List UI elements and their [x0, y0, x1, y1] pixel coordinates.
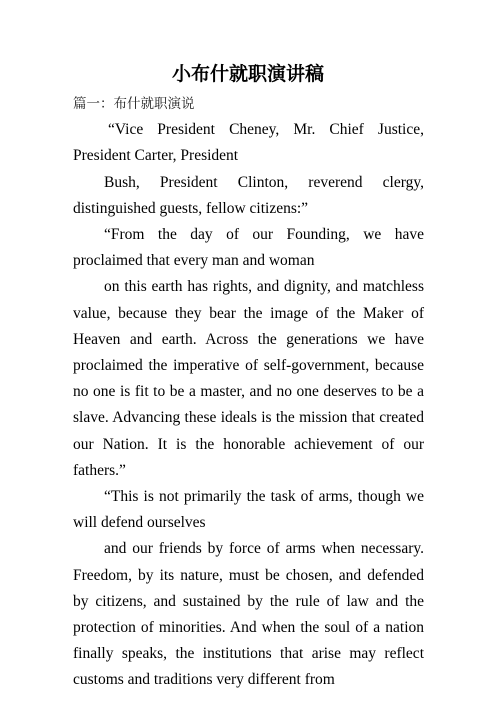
paragraph: “This is not primarily the task of arms, though we will defend ourselves	[73, 488, 424, 532]
paragraph: “Vice President Cheney, Mr. Chief Justice, President Carter, President	[73, 121, 424, 165]
document-body	[73, 91, 424, 694]
paragraph: Bush, President Clinton, reverend clergy, distinguished guests, fellow citizens:”	[73, 173, 424, 217]
section-heading: 篇一：布什就职演说	[73, 96, 195, 112]
paragraph: on this earth has rights, and dignity, and matchless value, because they bear the image of the Maker of Heaven and earth. Across the generations we have proclaimed the imperative of self-government, because no one is fit to be a master, and no one deserves to be a slave. Advancing these ideals is the mission that created our Nation. It is the honorable achievement of our fathers.”	[73, 278, 424, 479]
document-title: 小布什就职演讲稿	[171, 63, 324, 85]
paragraph: and our friends by force of arms when necessary. Freedom, by its nature, must be chosen, and defended by citizens, and sustained by the rule of law and the protection of minorities. And when the soul of a nation finally speaks, the institutions that arise may reflect customs and traditions very different from	[73, 540, 424, 689]
paragraph: “From the day of our Founding, we have proclaimed that every man and woman	[73, 226, 424, 270]
